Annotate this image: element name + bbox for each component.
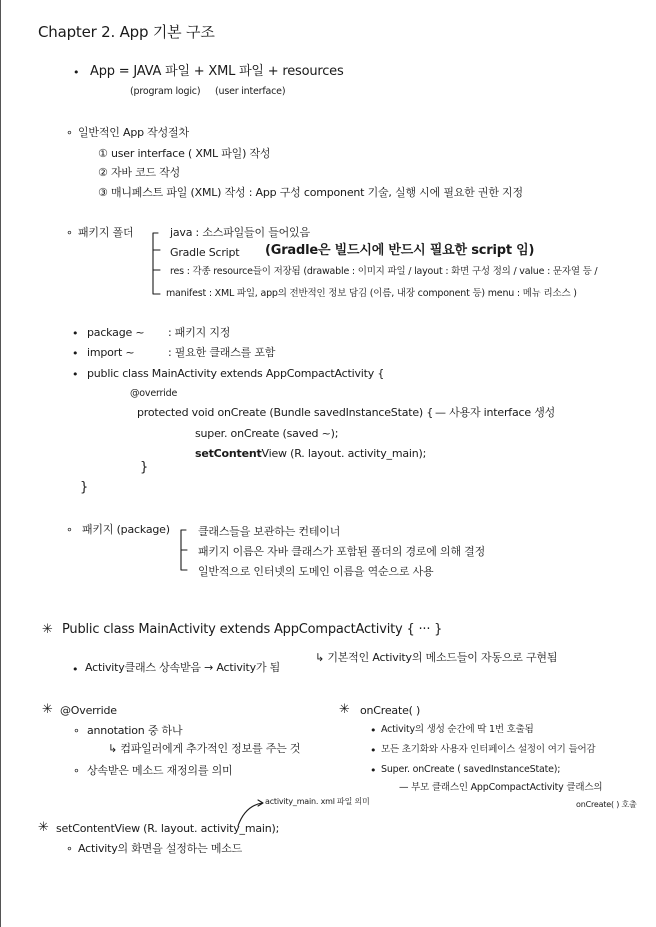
bullet: ∘ [66, 126, 73, 139]
bullet: • [72, 327, 79, 340]
note-user-interface: (user interface) [215, 86, 286, 97]
procedure-step-3: ③ 매니페스트 파일 (XML) 작성 : App 구성 component 기술, 실행 시에 필요한 권한 지정 [98, 186, 523, 199]
bullet: ∘ [73, 764, 80, 777]
procedure-step-1: ① user interface ( XML 파일) 작성 [98, 147, 271, 160]
page-title: Chapter 2. App 기본 구조 [38, 23, 215, 41]
note-program-logic: (program logic) [130, 86, 201, 97]
star-mark: ✳ [42, 622, 53, 637]
oncreate-parent-note-2: onCreate( ) 호출 [576, 800, 637, 809]
bullet: • [370, 744, 377, 757]
star-setcontent-line: setContentView (R. layout. activity_main); [56, 822, 280, 835]
gradle-note: (Gradle은 빌드시에 반드시 필요한 script 임) [265, 243, 535, 258]
star-public-note: ↳ 기본적인 Activity의 메소드들이 자동으로 구현됨 [315, 651, 558, 664]
bullet: • [72, 368, 79, 381]
star-override-heading: @Override [60, 704, 117, 717]
star-mark: ✳ [42, 702, 53, 717]
bullet: • [370, 764, 377, 777]
package-def-item-1: 클래스들을 보관하는 컨테이너 [198, 525, 341, 538]
procedure-heading: 일반적인 App 작성절차 [78, 126, 189, 139]
oncreate-parent-note: — 부모 클래스인 AppCompactActivity 클래스의 [399, 782, 603, 793]
bullet: ∘ [66, 842, 73, 855]
procedure-step-2: ② 자바 코드 작성 [98, 166, 181, 179]
code-super-line: super. onCreate (saved ~); [195, 427, 339, 440]
folder-bracket [153, 233, 160, 294]
package-folder-heading: 패키지 폴더 [78, 226, 134, 239]
folder-item-res: res : 각종 resource들이 저장됨 (drawable : 이미지 파일 / layout : 화면 구성 정의 / value : 문자열 등 / [170, 266, 598, 277]
bullet: • [370, 724, 377, 737]
code-import-note: : 필요한 클래스를 포함 [168, 346, 276, 359]
folder-item-gradle: Gradle Script [170, 246, 240, 259]
code-inner-close: } [140, 460, 149, 475]
xml-file-note: activity_main. xml 파일 의미 [265, 797, 370, 806]
setcontent-rest: View (R. layout. activity_main); [261, 447, 427, 460]
folder-item-manifest: manifest : XML 파일, app의 전반적인 정보 담김 (이름, 내장 component 등) menu : 메뉴 리소스 ) [166, 288, 577, 299]
star-public-sub: Activity클래스 상속받음 → Activity가 됨 [85, 661, 281, 674]
code-setcontent-line [195, 447, 426, 460]
code-import-line: import ~ [87, 346, 135, 359]
override-item-2: ↳ 컴파일러에게 추가적인 정보를 주는 것 [108, 742, 301, 755]
oncreate-item-3: Super. onCreate ( savedInstanceState); [381, 764, 561, 775]
bullet: ∘ [73, 724, 80, 737]
override-item-3: 상속받은 메소드 재정의를 의미 [87, 764, 233, 777]
code-package-note: : 패키지 지정 [168, 326, 231, 339]
star-public-line: Public class MainActivity extends AppCompactActivity { ··· } [62, 622, 443, 637]
star-mark: ✳ [339, 702, 350, 717]
code-oncreate-note: — 사용자 interface 생성 [435, 406, 556, 419]
folder-item-java: java : 소스파일들이 들어있음 [170, 226, 310, 239]
code-oncreate-line: protected void onCreate (Bundle savedInstanceState) { [137, 406, 434, 419]
bullet: • [73, 66, 80, 79]
app-formula-line: App = JAVA 파일 + XML 파일 + resources [90, 64, 344, 79]
package-def-heading: 패키지 (package) [82, 523, 170, 536]
star-oncreate-heading: onCreate( ) [360, 704, 421, 717]
bullet: • [72, 663, 79, 676]
override-item-1: annotation 중 하나 [87, 724, 183, 737]
bullet: • [72, 347, 79, 360]
code-package-line: package ~ [87, 326, 145, 339]
setcontent-bold: setContent [195, 447, 262, 460]
bullet: ∘ [66, 226, 73, 239]
code-override: @override [130, 388, 178, 399]
package-def-item-2: 패키지 이름은 자바 클래스가 포함된 폴더의 경로에 의해 결정 [198, 545, 486, 558]
bullet: ∘ [66, 523, 73, 536]
oncreate-item-1: Activity의 생성 순간에 딱 1번 호출됨 [381, 724, 534, 735]
code-class-line: public class MainActivity extends AppCompactActivity { [87, 367, 385, 380]
code-outer-close: } [80, 480, 89, 495]
oncreate-item-2: 모든 초기화와 사용자 인터페이스 설정이 여기 들어감 [381, 744, 596, 755]
star-mark: ✳ [38, 820, 49, 835]
setcontent-sub: Activity의 화면을 설정하는 메소드 [78, 842, 243, 855]
package-def-item-3: 일반적으로 인터넷의 도메인 이름을 역순으로 사용 [198, 565, 434, 578]
